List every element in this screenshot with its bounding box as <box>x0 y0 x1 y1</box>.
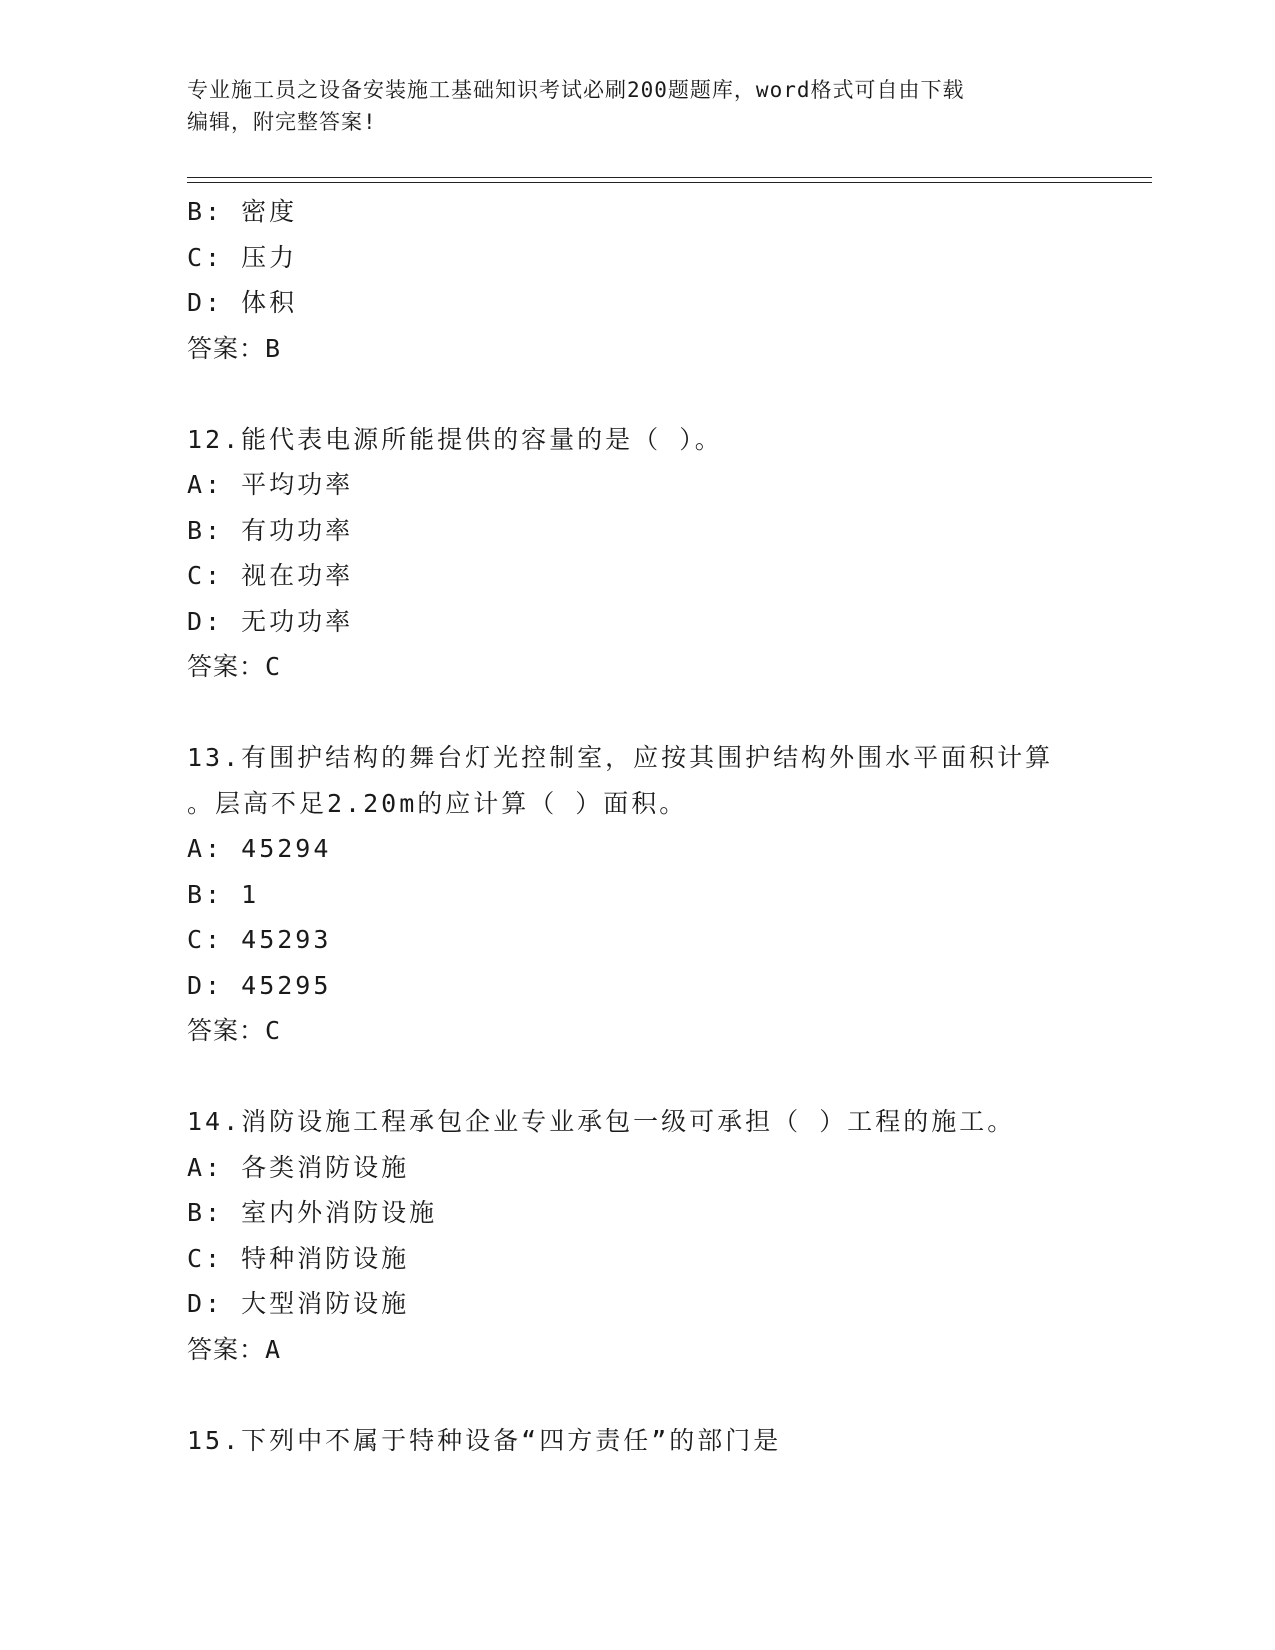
option-line: B: 密度 <box>187 197 298 226</box>
spacer <box>187 1372 1147 1418</box>
header-divider-bottom <box>187 182 1152 183</box>
answer-line: 答案：C <box>187 652 282 681</box>
answer-line: 答案：A <box>187 1334 282 1364</box>
question-text: 。层高不足2.20m的应计算（ ）面积。 <box>187 788 688 818</box>
option-line: D: 体积 <box>187 288 298 317</box>
spacer <box>187 690 1147 736</box>
question-text: 12.能代表电源所能提供的容量的是（ ）。 <box>187 424 723 454</box>
option-line: C: 压力 <box>187 242 298 272</box>
option-line: C: 特种消防设施 <box>187 1243 410 1273</box>
header-divider-top <box>187 177 1152 178</box>
document-header <box>187 74 1087 138</box>
question-list <box>187 189 1147 1463</box>
option-line: C: 45293 <box>187 925 332 954</box>
option-line: D: 无功功率 <box>187 606 354 636</box>
option-line: D: 45295 <box>187 970 332 1000</box>
option-line: B: 有功功率 <box>187 515 354 545</box>
question-text: 15.下列中不属于特种设备“四方责任”的部门是 <box>187 1425 782 1455</box>
option-line: B: 1 <box>187 879 260 909</box>
spacer <box>187 371 1147 417</box>
option-line: A: 平均功率 <box>187 470 354 499</box>
option-line: B: 室内外消防设施 <box>187 1198 438 1227</box>
option-line: C: 视在功率 <box>187 561 354 590</box>
option-line: D: 大型消防设施 <box>187 1289 410 1318</box>
header-title-line-1: 专业施工员之设备安装施工基础知识考试必刷200题题库，word格式可自由下载 <box>187 78 965 102</box>
spacer <box>187 1054 1147 1100</box>
answer-line: 答案：C <box>187 1016 282 1045</box>
option-line: A: 45294 <box>187 834 332 863</box>
option-line: A: 各类消防设施 <box>187 1152 410 1182</box>
question-text: 13.有围护结构的舞台灯光控制室，应按其围护结构外围水平面积计算 <box>187 743 1054 772</box>
header-title-line-2: 编辑，附完整答案! <box>187 110 377 134</box>
question-text: 14.消防设施工程承包企业专业承包一级可承担（ ）工程的施工。 <box>187 1107 1016 1136</box>
answer-line: 答案：B <box>187 333 282 363</box>
